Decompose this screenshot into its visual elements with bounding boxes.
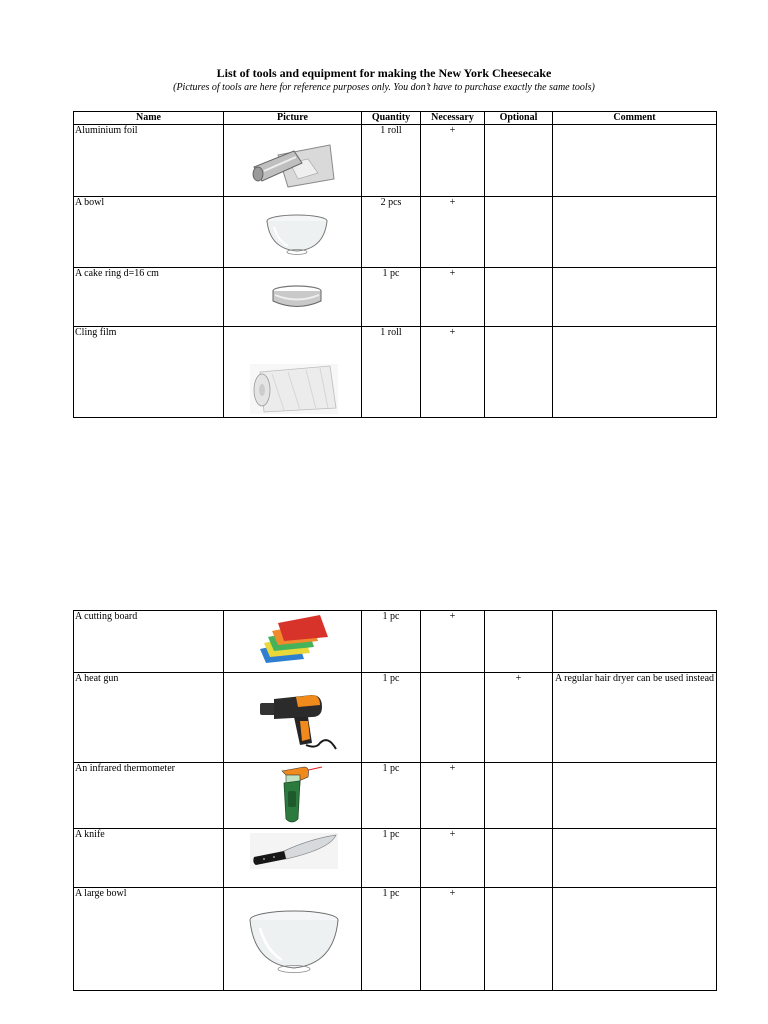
tool-necessary: + [421, 268, 485, 327]
tool-comment [553, 829, 717, 888]
tools-table-part-1 [73, 111, 717, 418]
header-necessary: Necessary [421, 112, 485, 125]
table-row [74, 673, 717, 763]
tool-picture-cell [224, 611, 362, 673]
tool-optional: + [485, 673, 553, 763]
tool-name: A bowl [74, 197, 224, 268]
tool-name: A knife [74, 829, 224, 888]
tool-picture-cell [224, 268, 362, 327]
header-quantity: Quantity [362, 112, 421, 125]
tool-necessary: + [421, 327, 485, 418]
tool-quantity: 1 roll [362, 327, 421, 418]
tool-comment [553, 268, 717, 327]
tool-quantity: 1 pc [362, 829, 421, 888]
tool-comment [553, 611, 717, 673]
tool-quantity: 1 pc [362, 611, 421, 673]
table-row [74, 268, 717, 327]
table-row [74, 829, 717, 888]
tool-optional [485, 125, 553, 197]
tool-picture-cell [224, 829, 362, 888]
tool-necessary [421, 673, 485, 763]
tool-name: An infrared thermometer [74, 763, 224, 829]
tool-picture-cell [224, 197, 362, 268]
cake-ring-image [269, 282, 325, 312]
kitchen-knife-image [250, 833, 338, 869]
cutting-boards-image [258, 615, 330, 663]
tool-optional [485, 888, 553, 991]
document-subtitle: (Pictures of tools are here for reference purposes only. You don’t have to purchase exactly the same tools) [173, 82, 595, 93]
tool-necessary: + [421, 125, 485, 197]
tool-picture-cell [224, 125, 362, 197]
tool-quantity: 1 pc [362, 763, 421, 829]
tool-comment [553, 197, 717, 268]
infrared-thermometer-image [274, 765, 324, 825]
tool-name: Cling film [74, 327, 224, 418]
table-row [74, 763, 717, 829]
tool-necessary: + [421, 763, 485, 829]
table-row [74, 125, 717, 197]
tool-comment [553, 327, 717, 418]
tool-optional [485, 197, 553, 268]
tool-comment: A regular hair dryer can be used instead [553, 673, 717, 763]
tool-necessary: + [421, 197, 485, 268]
tool-optional [485, 829, 553, 888]
aluminium-foil-image [248, 133, 338, 193]
tool-picture-cell [224, 763, 362, 829]
cling-film-image [250, 364, 338, 414]
tool-name: A large bowl [74, 888, 224, 991]
tool-quantity: 1 pc [362, 888, 421, 991]
glass-bowl-image [262, 211, 332, 257]
tools-table-part-2 [73, 610, 717, 991]
header-comment: Comment [553, 112, 717, 125]
tool-optional [485, 763, 553, 829]
table-row [74, 327, 717, 418]
tool-necessary: + [421, 829, 485, 888]
tool-necessary: + [421, 611, 485, 673]
tool-optional [485, 327, 553, 418]
document-title: List of tools and equipment for making the New York Cheesecake [216, 66, 552, 80]
header-picture: Picture [224, 112, 362, 125]
tool-quantity: 1 pc [362, 268, 421, 327]
tool-comment [553, 125, 717, 197]
table-header-row [74, 112, 717, 125]
header-optional: Optional [485, 112, 553, 125]
tool-quantity: 2 pcs [362, 197, 421, 268]
large-glass-bowl-image [246, 906, 342, 976]
tool-name: A cutting board [74, 611, 224, 673]
tool-quantity: 1 pc [362, 673, 421, 763]
tool-name: A cake ring d=16 cm [74, 268, 224, 327]
tool-comment [553, 763, 717, 829]
tool-picture-cell [224, 888, 362, 991]
tool-optional [485, 611, 553, 673]
tool-comment [553, 888, 717, 991]
tool-optional [485, 268, 553, 327]
table-row [74, 197, 717, 268]
tool-name: A heat gun [74, 673, 224, 763]
header-name: Name [74, 112, 224, 125]
tool-picture-cell [224, 673, 362, 763]
tool-picture-cell [224, 327, 362, 418]
table-row [74, 611, 717, 673]
table-row [74, 888, 717, 991]
tool-quantity: 1 roll [362, 125, 421, 197]
tool-name: Aluminium foil [74, 125, 224, 197]
tool-necessary: + [421, 888, 485, 991]
heat-gun-image [256, 687, 342, 753]
